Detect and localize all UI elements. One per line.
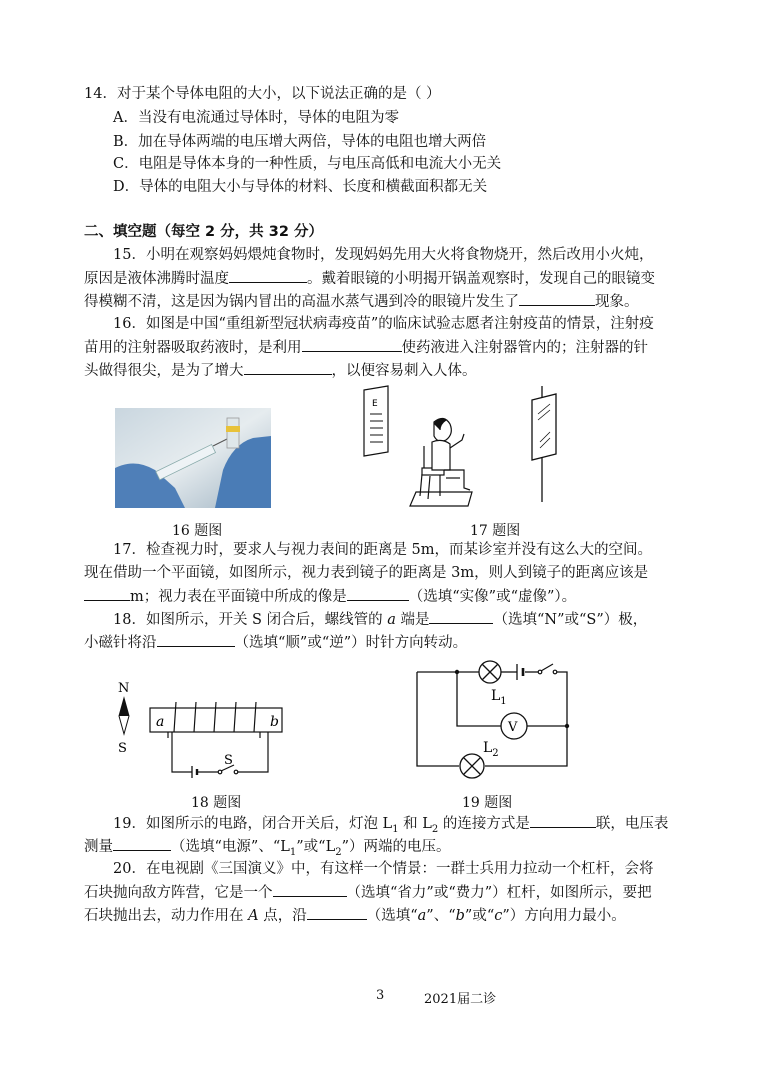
q15-blank-1[interactable]: [229, 268, 307, 283]
q14-option-a: A．当没有电流通过导体时，导体的电阻为零: [113, 110, 399, 126]
q20-line1: 20．在电视剧《三国演义》中，有这样一个情景：一群士兵用力拉动一个杠杆，会将: [113, 861, 654, 877]
eye-chart-letter: E: [372, 399, 378, 409]
section-title: 二、填空题（每空 2 分，共 32 分）: [84, 224, 323, 240]
q14-option-d: D．导体的电阻大小与导体的材料、长度和横截面积都无关: [113, 179, 488, 195]
exam-label: 2021届二诊: [424, 992, 497, 1007]
q20-line3: 石块抛出去，动力作用在 A 点，沿 （选填“a”、“b”或“c”）方向用力最小。: [84, 905, 626, 926]
q19-line1: 19．如图所示的电路，闭合开关后，灯泡 $L_1$ 和 $L_2$ 的连接方式是 联，电压表: [113, 813, 668, 840]
q17-line3: m；视力表在平面镜中所成的像是 （选填“实像”或“虚像”）。: [84, 586, 576, 607]
q18-line2: 小磁针将沿 （选填“顺”或“逆”）时针方向转动。: [84, 632, 467, 653]
compass-needle: [118, 681, 129, 756]
fig19-circuit-diagram: [415, 660, 575, 780]
q17-line2: 现在借助一个平面镜，如图所示，视力表到镜子的距离是 3m，则人到镜子的距离应该是: [84, 565, 649, 581]
vial-cap: [226, 426, 240, 432]
q17-blank-2[interactable]: [347, 586, 409, 601]
q15-blank-2[interactable]: [519, 291, 595, 306]
switch: [538, 664, 557, 674]
q17-blank-1[interactable]: [84, 586, 130, 601]
vial: [227, 418, 239, 448]
fig17-diagram: [360, 384, 570, 512]
fig18-switch-label: S: [224, 753, 233, 768]
svg-text:S: S: [118, 741, 127, 756]
q14-option-b: B．加在导体两端的电压增大两倍，导体的电阻也增大两倍: [113, 134, 487, 150]
fig18-end-a: a: [156, 714, 165, 730]
battery: [192, 766, 218, 778]
q20-blank-1[interactable]: [273, 882, 347, 897]
eye-chart: [364, 386, 388, 456]
l1-label: $L_1$: [491, 688, 507, 707]
q20-line2: 石块抛向敌方阵营，它是一个 （选填“省力”或“费力”）杠杆，如图所示，要把: [84, 882, 652, 903]
seated-person: [410, 418, 472, 506]
q17-line1: 17．检查视力时，要求人与视力表间的距离是 5m，而某诊室并没有这么大的空间。: [113, 542, 653, 558]
q16-blank-1[interactable]: [302, 337, 402, 352]
l2-label: $L_2$: [483, 740, 499, 759]
fig19-caption: 19 题图: [462, 795, 513, 811]
fig18-end-b: b: [270, 714, 279, 730]
fig16-caption: 16 题图: [172, 523, 223, 539]
fig18-caption: 18 题图: [191, 795, 242, 811]
q15-line1: 15．小明在观察妈妈煨炖食物时，发现妈妈先用大火将食物烧开，然后改用小火炖，: [113, 247, 654, 263]
q14-stem: 14．对于某个导体电阻的大小，以下说法正确的是（ ）: [84, 86, 441, 102]
voltmeter-label: V: [508, 720, 518, 735]
fig17-caption: 17 题图: [470, 523, 521, 539]
lamp-l2: [460, 754, 484, 778]
q20-blank-2[interactable]: [307, 905, 367, 920]
q16-line1: 16．如图是中国“重组新型冠状病毒疫苗”的临床试验志愿者注射疫苗的情景，注射疫: [113, 316, 654, 332]
voltmeter: [501, 713, 527, 739]
q18-blank-1[interactable]: [429, 609, 493, 624]
solenoid-coil: [150, 702, 282, 772]
q16-line3: 头做得很尖，是为了增大 ，以便容易刺入人体。: [84, 360, 477, 381]
battery: [517, 664, 523, 680]
page-number: 3: [376, 988, 385, 1003]
fig18-solenoid-diagram: [110, 676, 300, 782]
q16-blank-2[interactable]: [244, 360, 332, 375]
plane-mirror: [532, 386, 556, 502]
q19-line2: 测量 （选填“电源”、“$L_1$”或“$L_2$”）两端的电压。: [84, 836, 451, 863]
q15-line2: 原因是液体沸腾时温度 。戴着眼镜的小明揭开锅盖观察时，发现自己的眼镜变: [84, 268, 655, 289]
q16-line2: 苗用的注射器吸取药液时，是利用 使药液进入注射器管内的；注射器的针: [84, 337, 648, 358]
q15-line3: 得模糊不清，这是因为锅内冒出的高温水蒸气遇到冷的眼镜片发生了 现象。: [84, 291, 639, 312]
q18-blank-2[interactable]: [157, 632, 235, 647]
q14-option-c: C．电阻是导体本身的一种性质，与电压高低和电流大小无关: [113, 156, 502, 172]
q18-line1: 18．如图所示，开关 S 闭合后，螺线管的 a 端是 （选填“N”或“S”）极，: [113, 609, 647, 630]
q19-blank-2[interactable]: [113, 836, 171, 851]
q19-blank-1[interactable]: [530, 813, 596, 828]
fig16-vaccine-photo: [115, 408, 271, 508]
lamp-l1: [479, 661, 501, 683]
svg-text:N: N: [118, 681, 130, 696]
